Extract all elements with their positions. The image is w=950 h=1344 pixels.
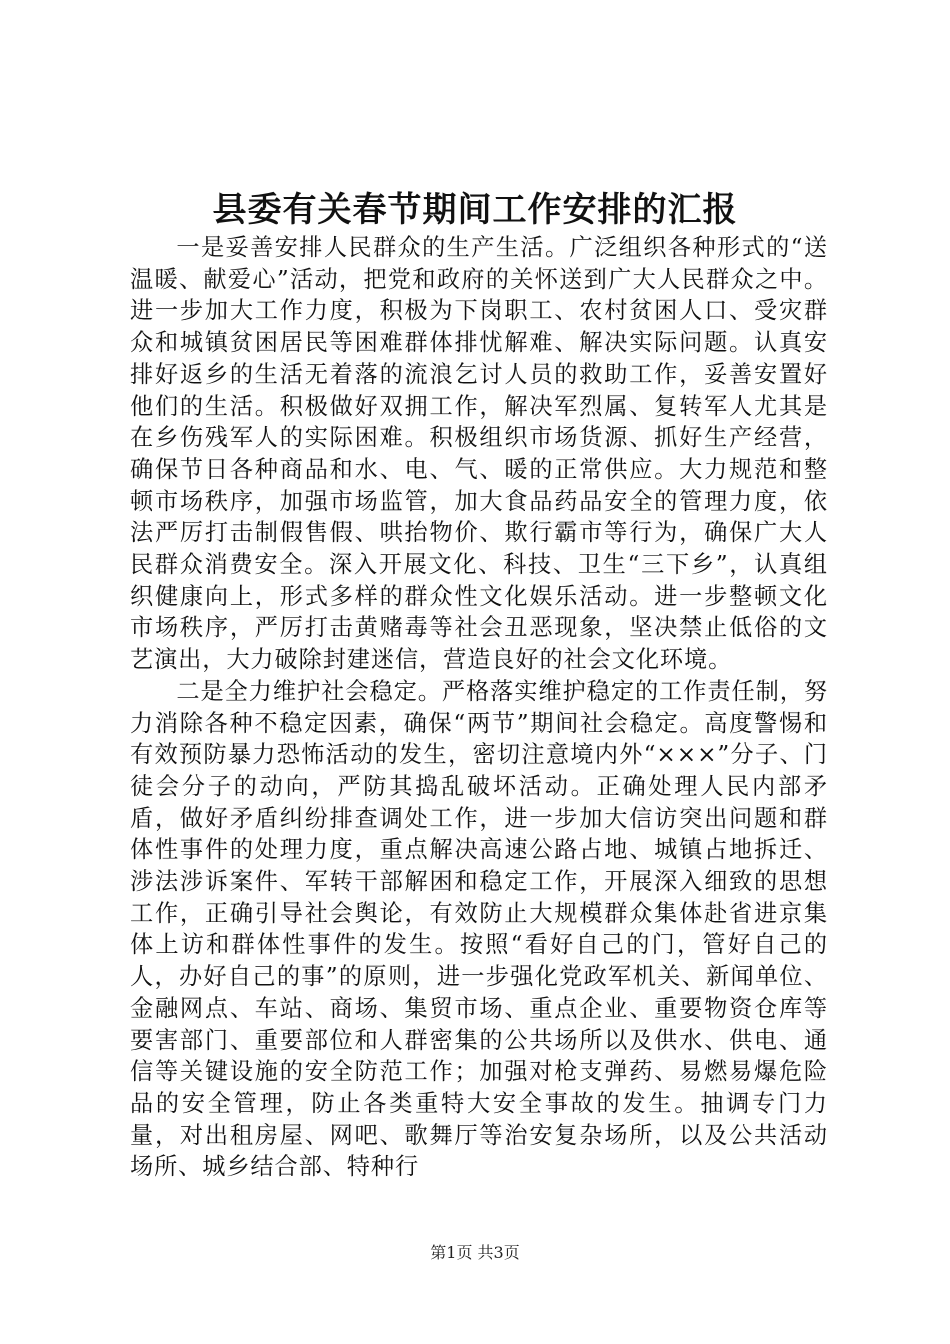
paragraph-1: 一是妥善安排人民群众的生产生活。广泛组织各种形式的“送温暖、献爱心”活动，把党和政府的关怀送到广大人民群众之中。进一步加大工作力度，积极为下岗职工、农村贫困人口、受灾群众和城镇贫困居民等困难群体排忧解难、解决实际问题。认真安排好返乡的生活无着落的流浪乞讨人员的救助工作，妥善安置好他们的生活。积极做好双拥工作，解决军烈属、复转军人尤其是在乡伤残军人的实际困难。积极组织市场货源、抓好生产经营，确保节日各种商品和水、电、气、暖的正常供应。大力规范和整顿市场秩序，加强市场监管，加大食品药品安全的管理力度，依法严厉打击制假售假、哄抬物价、欺行霸市等行为，确保广大人民群众消费安全。深入开展文化、科技、卫生“三下乡”，认真组织健康向上，形式多样的群众性文化娱乐活动。进一步整顿文化市场秩序，严厉打击黄赌毒等社会丑恶现象，坚决禁止低俗的文艺演出，大力破除封建迷信，营造良好的社会文化环境。 <box>130 234 828 674</box>
document-body <box>130 232 828 1183</box>
document-title: 县委有关春节期间工作安排的汇报 <box>212 190 738 230</box>
page-number-footer: 第1页 共3页 <box>430 1243 520 1262</box>
paragraph-2: 二是全力维护社会稳定。严格落实维护稳定的工作责任制，努力消除各种不稳定因素，确保“两节”期间社会稳定。高度警惕和有效预防暴力恐怖活动的发生，密切注意境内外“×××”分子、门徒会分子的动向，严防其捣乱破坏活动。正确处理人民内部矛盾，做好矛盾纠纷排查调处工作，进一步加大信访突出问题和群体性事件的处理力度，重点解决高速公路占地、城镇占地拆迁、涉法涉诉案件、军转干部解困和稳定工作，开展深入细致的思想工作，正确引导社会舆论，有效防止大规模群众集体赴省进京集体上访和群体性事件的发生。按照“看好自己的门，管好自己的人，办好自己的事”的原则，进一步强化党政军机关、新闻单位、金融网点、车站、商场、集贸市场、重点企业、重要物资仓库等要害部门、重要部位和人群密集的公共场所以及供水、供电、通信等关键设施的安全防范工作；加强对枪支弹药、易燃易爆危险品的安全管理，防止各类重特大安全事故的发生。抽调专门力量，对出租房屋、网吧、歌舞厅等治安复杂场所，以及公共活动场所、城乡结合部、特种行 <box>130 677 828 1181</box>
